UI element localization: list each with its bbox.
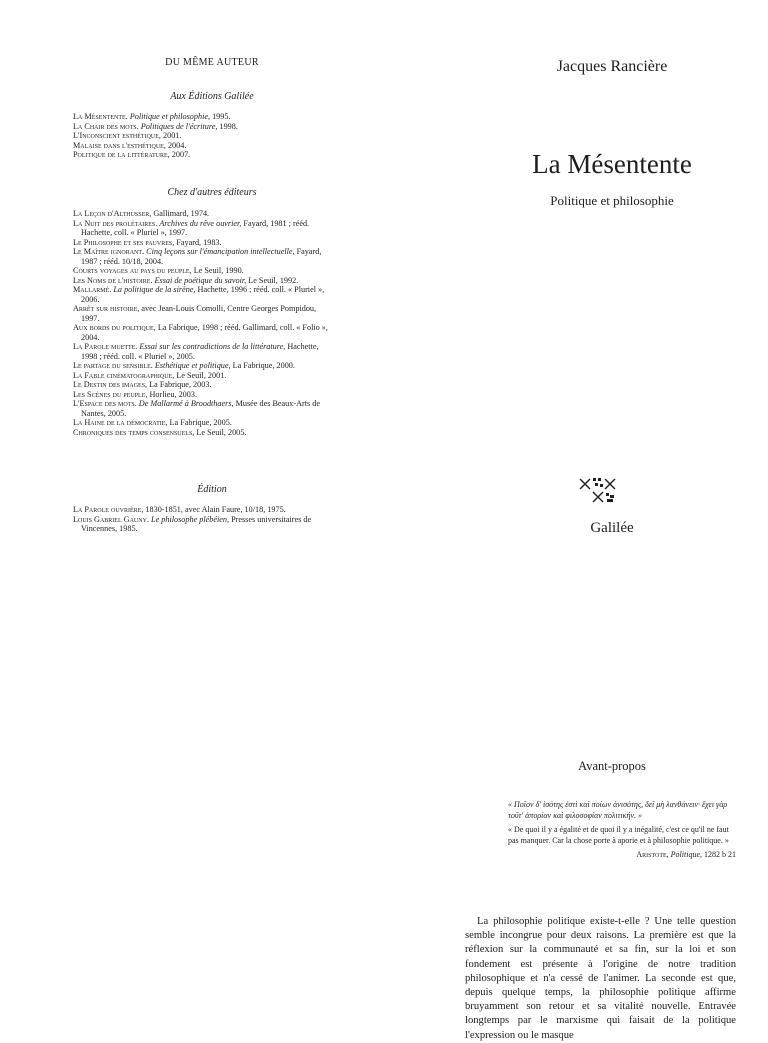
section-heading-galilee: Aux Éditions Galilée: [170, 91, 254, 102]
bibliography-entry: [73, 266, 335, 276]
entry-details: Le Seuil, 2005.: [194, 427, 247, 437]
bibliography-entry: [73, 505, 335, 515]
entry-details: 2004.: [165, 140, 187, 150]
entry-details: Presses universitaires de Vincennes, 1985.: [81, 514, 312, 533]
entry-title: Politique et philosophie,: [129, 112, 211, 121]
author-name: Jacques Rancière: [556, 58, 668, 75]
bibliography-entry: [73, 371, 335, 381]
bibliography-entry: [73, 428, 335, 438]
entry-details: Fayard, 1983.: [174, 237, 222, 247]
section-heading-avant-propos: Avant-propos: [578, 759, 646, 773]
entry-name: La Mésentente.: [73, 112, 128, 121]
entry-details: Le Seuil, 1992.: [246, 275, 299, 285]
entry-name: La Parole muette.: [73, 342, 138, 351]
entry-details: 2007.: [169, 150, 191, 159]
entry-name: Les Scènes du peuple,: [73, 389, 148, 399]
book-title: La Mésentente: [532, 149, 692, 179]
entry-details: Le Seuil, 1990.: [191, 266, 244, 275]
bibliography-entry: [73, 131, 335, 141]
entry-name: Politique de la littérature,: [73, 150, 170, 159]
entry-title: De Mallarmé à Broodthaers,: [138, 399, 234, 408]
entry-name: Malaise dans l'esthétique,: [73, 140, 166, 150]
bibliography-entry: [73, 361, 335, 371]
entry-name: La Parole ouvrière,: [73, 505, 144, 514]
entry-title: Essai sur les contradictions de la littérature,: [139, 342, 286, 351]
bibliography-entry: [73, 150, 335, 160]
entry-title: Essai de poétique du savoir,: [154, 275, 247, 285]
bibliography-list-galilee: [73, 112, 335, 160]
bibliography-list-edition: [73, 505, 335, 534]
entry-name: Les Noms de l'histoire.: [73, 275, 153, 285]
book-subtitle: Politique et philosophie: [550, 193, 674, 208]
entry-details: 2001.: [160, 131, 182, 140]
entry-title: Esthétique et politique,: [154, 361, 231, 370]
epigraph-greek: « Ποῖον δ' ἰσότης ἐστὶ καὶ ποίων ἀνισότης, δεῖ μὴ λανθάνειν· ἔχει γὰρ τοῦτ' ἀπορίαν καὶ φιλοσοφίαν πολιτικήν. »: [508, 800, 728, 820]
entry-details: Hachette, 1998 ; rééd. coll. « Pluriel », 2005.: [81, 342, 319, 361]
entry-name: L'Inconscient esthétique,: [73, 131, 161, 140]
entry-title: Cinq leçons sur l'émancipation intellectuelle,: [146, 247, 295, 256]
bibliography-list-other-publishers: [73, 209, 335, 437]
entry-name: Courts voyages au pays du peuple,: [73, 266, 192, 275]
entry-name: Le Maître ignorant.: [73, 247, 145, 256]
bibliography-entry: [73, 285, 335, 304]
entry-title: Politiques de l'écriture,: [140, 121, 218, 131]
attribution-author: Aristote,: [636, 850, 669, 859]
entry-details: La Fabrique, 2003.: [147, 380, 212, 389]
entry-details: 1995.: [210, 112, 231, 121]
bibliography-entry: [73, 219, 335, 238]
bibliography-entry: [73, 238, 335, 248]
bibliography-entry: [73, 399, 335, 418]
entry-name: Le Philosophe et ses pauvres,: [73, 237, 175, 247]
entry-name: La Fable cinématographique,: [73, 370, 175, 380]
bibliography-entry: [73, 141, 335, 151]
bibliography-entry: [73, 380, 335, 390]
entry-details: 1830-1851, avec Alain Faure, 10/18, 1975.: [143, 505, 286, 514]
bibliography-entry: [73, 390, 335, 400]
entry-name: Le Destin des images,: [73, 380, 148, 389]
bibliography-entry: [73, 304, 335, 323]
attribution-reference: 1282 b 21: [702, 850, 736, 859]
entry-details: 1998.: [217, 121, 238, 131]
entry-details: Musée des Beaux-Arts de Nantes, 2005.: [81, 399, 320, 418]
entry-details: Fayard, 1981 ; rééd. Hachette, coll. « Pluriel », 1997.: [81, 218, 310, 237]
entry-name: Chroniques des temps consensuels,: [73, 427, 195, 437]
entry-name: La Chair des mots.: [73, 121, 139, 131]
entry-title: Archives du rêve ouvrier,: [159, 218, 242, 228]
entry-name: Mallarmé.: [73, 285, 112, 294]
bibliography-entry: [73, 247, 335, 266]
entry-details: La Fabrique, 2005.: [167, 418, 232, 427]
bibliography-entry: [73, 122, 335, 132]
section-heading-other-publishers: Chez d'autres éditeurs: [167, 187, 257, 198]
bibliography-entry: [73, 418, 335, 428]
entry-details: Hachette, 1996 ; rééd. coll. « Pluriel », 2006.: [81, 285, 325, 304]
bibliography-entry: [73, 276, 335, 286]
body-paragraph: La philosophie politique existe-t-elle ? Une telle question semble incongrue pour deux raisons. La première est que la réflexion sur la communauté et sa fin, sur la loi et son fondement est présente à l'origine de notre tradition philosophique et n'a cessé de l'animer. La seconde est que, depuis quelque temps, la philosophie politique affirme bruyamment son retour et sa vitalité nouvelle. Entravée longtemps par le marxisme qui faisait de la politique l'expression ou le masque: [465, 916, 736, 1041]
entry-name: La Haine de la démocratie,: [73, 418, 168, 427]
entry-title: Le philosophe plébéien,: [151, 514, 230, 524]
entry-name: Arrêt sur histoire,: [73, 304, 140, 313]
entry-details: La Fabrique, 2000.: [230, 361, 295, 370]
publisher-logo-icon: [578, 476, 618, 506]
epigraph: [508, 800, 736, 865]
bibliography-entry: [73, 342, 335, 361]
entry-details: Le Seuil, 2001.: [174, 370, 227, 380]
entry-details: Horlieu, 2003.: [147, 389, 197, 399]
bibliography-entry: [73, 323, 335, 342]
bibliography-entry: [73, 209, 335, 219]
entry-details: La Fabrique, 1998 ; rééd. Gallimard, coll. « Folio », 2004.: [81, 323, 328, 342]
epigraph-french: « De quoi il y a égalité et de quoi il y a inégalité, c'est ce qu'il ne faut pas manquer. Car la chose porte à aporie et à philosophie politique. »: [508, 825, 729, 845]
entry-name: Aux bords du politique,: [73, 323, 156, 332]
entry-details: Gallimard, 1974.: [151, 209, 210, 218]
publisher-name: Galilée: [590, 520, 634, 536]
entry-name: Louis Gabriel Gauny.: [73, 514, 149, 524]
section-heading-edition: Édition: [197, 484, 227, 495]
entry-name: La Nuit des prolétaires.: [73, 218, 158, 228]
entry-name: Le partage du sensible.: [73, 361, 153, 370]
bibliography-entry: [73, 515, 335, 534]
entry-name: La Leçon d'Althusser,: [73, 209, 152, 218]
epigraph-attribution: [508, 850, 736, 861]
entry-details: avec Jean-Louis Comolli, Centre Georges Pompidou, 1997.: [81, 304, 317, 323]
attribution-work: Politique,: [670, 850, 702, 859]
bibliography-entry: [73, 112, 335, 122]
also-by-author-heading: DU MÊME AUTEUR: [165, 57, 259, 68]
entry-details: Fayard, 1987 ; rééd. 10/18, 2004.: [81, 247, 322, 266]
entry-title: La politique de la sirène,: [113, 285, 196, 294]
entry-name: L'Espace des mots.: [73, 399, 137, 408]
